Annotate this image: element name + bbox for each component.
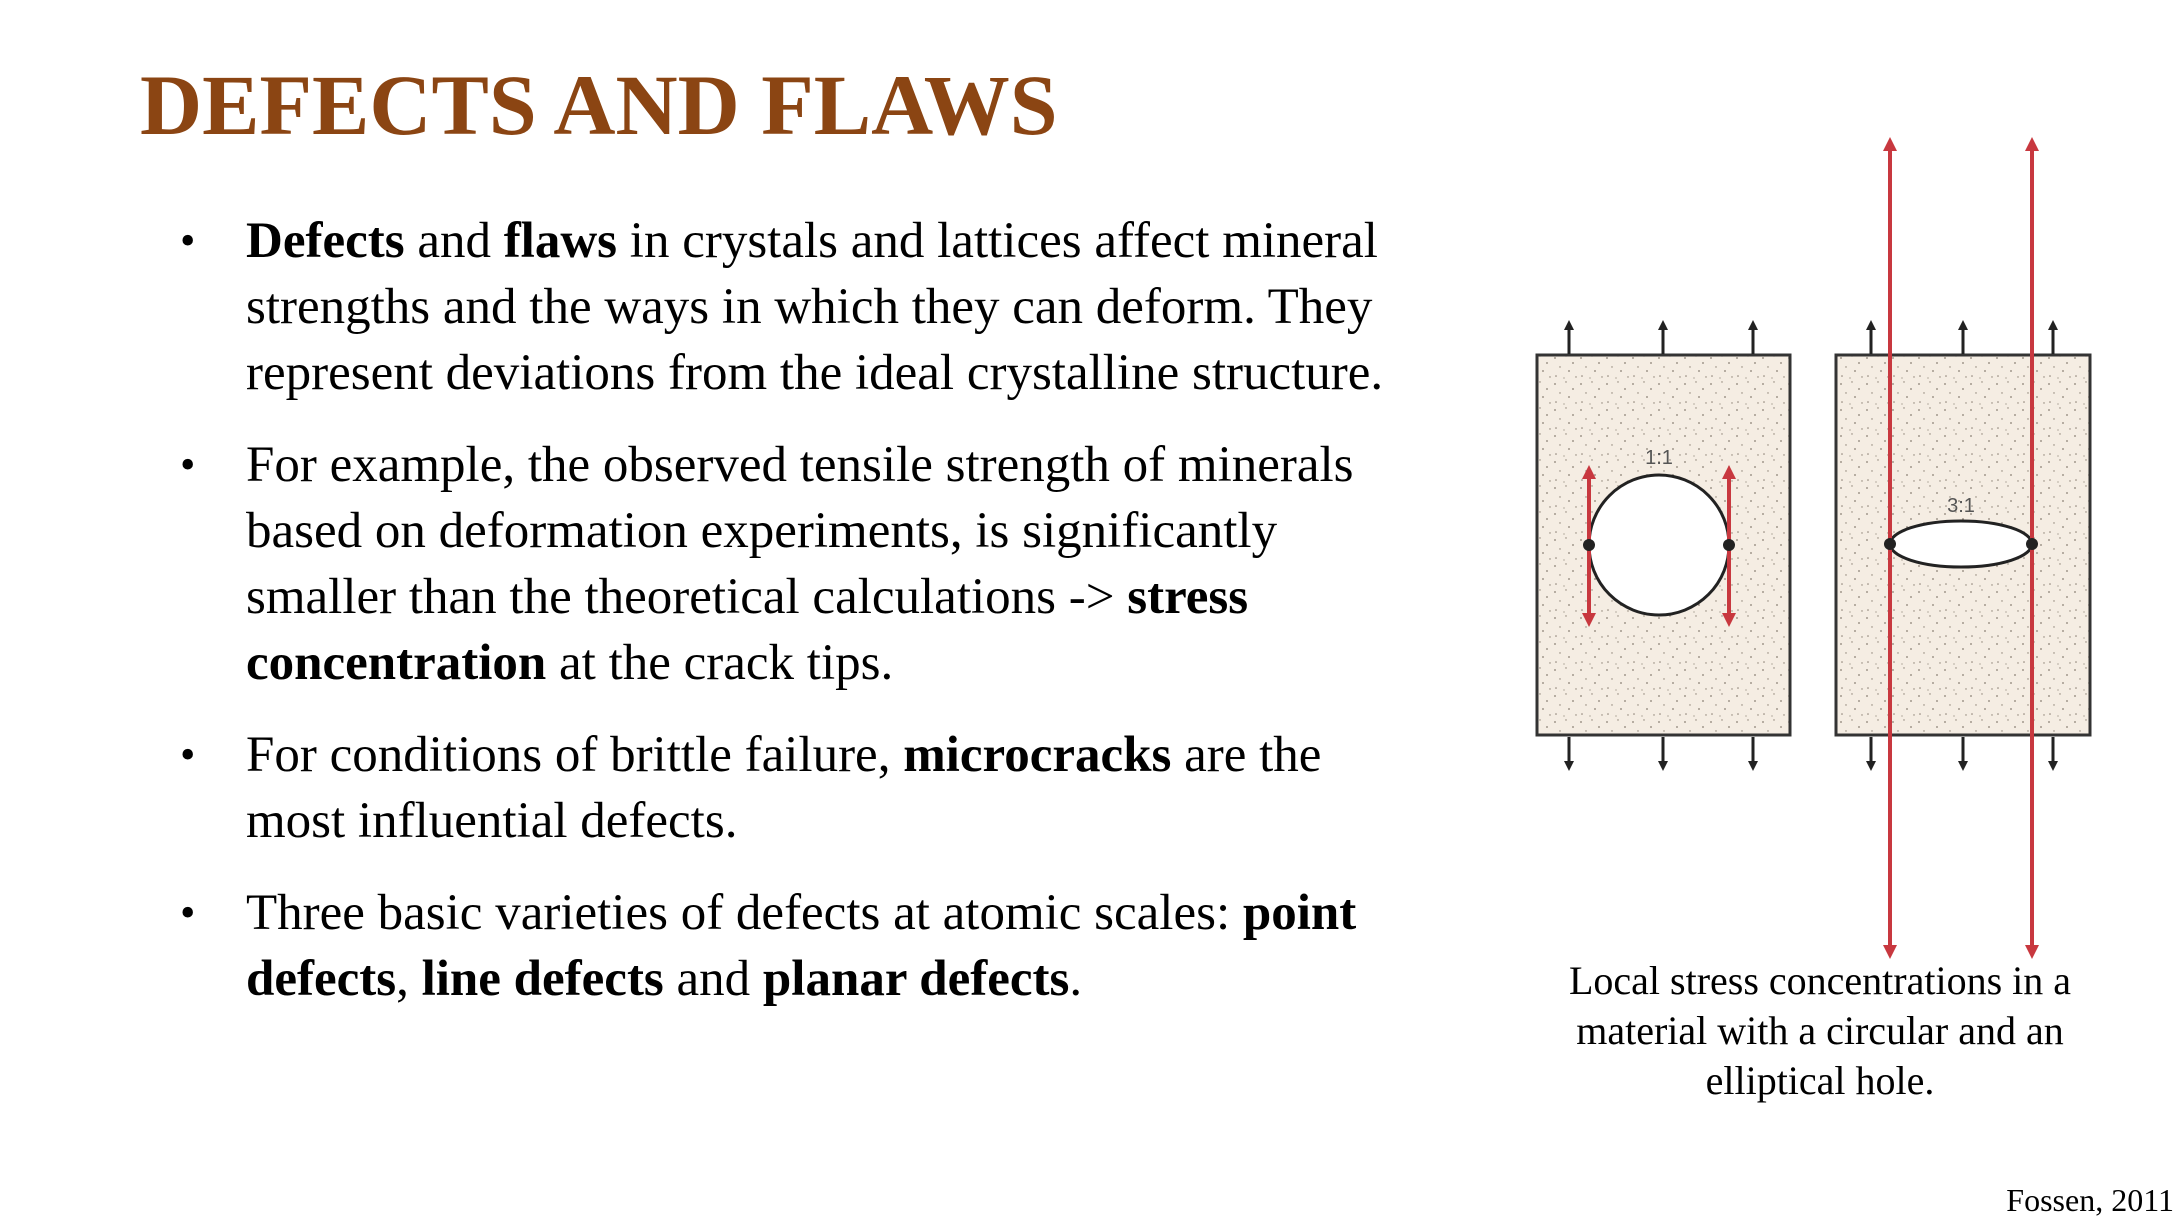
bullet-bold-text: Defects (246, 213, 405, 269)
bullet-text: and (404, 213, 504, 269)
bullet-marker: • (180, 888, 196, 937)
bullet-item (178, 432, 1428, 696)
bullet-text: are the most influential defects. (246, 727, 1322, 849)
slide-title: DEFECTS AND FLAWS (140, 57, 1058, 153)
bullet-text: Three basic varieties of defects at atomic scales: (246, 885, 1243, 941)
figure-caption: Local stress concentrations in a material with a circular and an elliptical hole. (1568, 958, 2072, 1103)
left-panel-ratio-label: 1:1 (1645, 447, 1673, 469)
hole-edge-point (1884, 538, 1896, 550)
right-panel (1836, 144, 2090, 952)
right-panel-top-load-arrows (1871, 325, 2053, 354)
right-panel-bottom-load-arrows (1871, 737, 2053, 766)
bullet-text: at the crack tips. (546, 635, 894, 691)
bullet-text: and (663, 951, 763, 1007)
right-panel-ratio-label: 3:1 (1947, 495, 1975, 517)
bullet-bold-text: microcracks (903, 727, 1172, 783)
bullet-text: in crystals and lattices affect mineral strengths and the ways in which they can deform. They represent deviations from the ideal crystalline structure. (246, 213, 1384, 401)
bullet-marker: • (180, 440, 196, 489)
figure-citation: Fossen, 2011 (2006, 1182, 2174, 1218)
hole-edge-point (1723, 539, 1735, 551)
bullet-item (178, 722, 1428, 854)
bullet-text: For example, the observed tensile strength of minerals based on deformation experiments, is significantly smaller than the theoretical calculations -> (246, 437, 1354, 625)
bullet-bold-text: point defects (246, 885, 1357, 1007)
bullet-item (178, 208, 1428, 406)
left-panel-bottom-load-arrows (1569, 737, 1753, 766)
bullet-text: , (396, 951, 422, 1007)
bullet-item (178, 880, 1428, 1012)
hole-edge-point (2026, 538, 2038, 550)
stress-concentration-figure (1500, 120, 2120, 980)
bullet-text: For conditions of brittle failure, (246, 727, 904, 783)
left-panel-top-load-arrows (1569, 325, 1753, 354)
bullet-bold-text: stress concentration (246, 569, 1249, 691)
circular-hole (1589, 475, 1729, 615)
bullet-marker: • (180, 730, 196, 779)
hole-edge-point (1583, 539, 1595, 551)
bullet-marker: • (180, 216, 196, 265)
bullet-text: . (1069, 951, 1083, 1007)
elliptical-hole (1890, 521, 2032, 567)
bullet-bold-text: planar defects (762, 951, 1070, 1007)
bullet-bold-text: flaws (503, 213, 618, 269)
bullet-list (178, 208, 1428, 1012)
bullet-bold-text: line defects (421, 951, 664, 1007)
left-panel (1537, 325, 1790, 766)
